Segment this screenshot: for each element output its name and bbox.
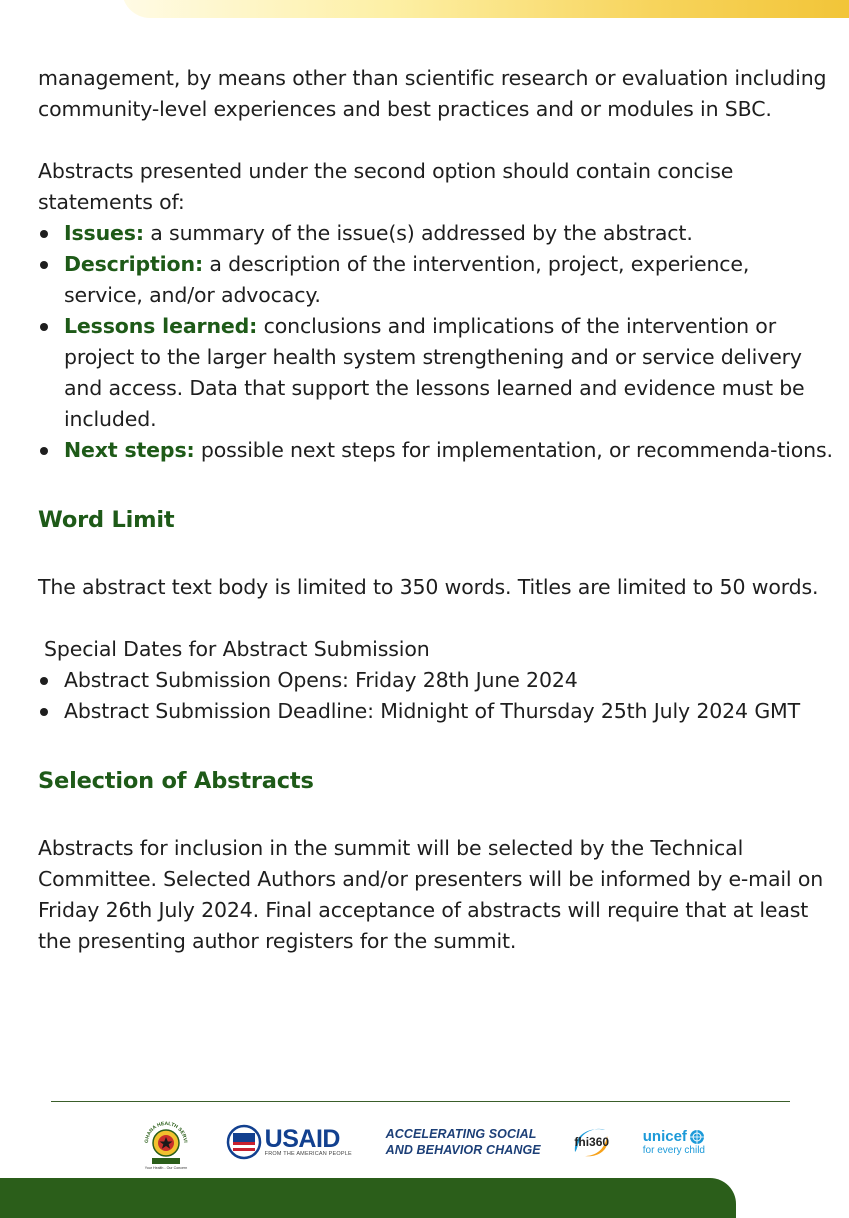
bullet-text: a description of the intervention, project, experience, service, and/or advocacy. xyxy=(64,252,750,307)
ghs-arc-text: GHANA HEALTH SERVI xyxy=(143,1120,189,1144)
document-body xyxy=(38,63,833,957)
bullet-term: Issues: xyxy=(64,221,144,245)
list-item xyxy=(38,218,833,249)
bottom-decorative-band xyxy=(0,1178,736,1218)
fhi360-logo xyxy=(574,1135,609,1149)
usaid-seal-icon xyxy=(226,1124,262,1160)
option-intro: Abstracts presented under the second option should contain concise statements of: xyxy=(38,159,734,214)
ghs-motto: Your Health - Our Concern xyxy=(144,1166,188,1170)
usaid-tagline: FROM THE AMERICAN PEOPLE xyxy=(264,1151,352,1157)
list-item xyxy=(38,435,833,466)
bullet-text: a summary of the issue(s) addressed by the abstract. xyxy=(143,221,693,245)
word-limit-heading: Word Limit xyxy=(38,507,175,533)
ascb-line-2: AND BEHAVIOR CHANGE xyxy=(385,1143,541,1157)
unicef-globe-icon xyxy=(689,1129,705,1145)
ghs-emblem-icon xyxy=(140,1113,192,1171)
unicef-name: unicef xyxy=(642,1128,687,1145)
special-dates-title: Special Dates for Abstract Submission xyxy=(44,637,430,661)
partner-logos xyxy=(140,1113,705,1171)
components-list xyxy=(38,218,833,466)
ascb-logo xyxy=(386,1126,541,1158)
fhi360-name: fhi360 xyxy=(574,1135,610,1149)
ghana-health-service-logo xyxy=(140,1113,192,1171)
list-item xyxy=(38,249,833,311)
bullet-text: possible next steps for implementation, or recommenda-tions. xyxy=(194,438,833,462)
list-item: Abstract Submission Deadline: Midnight of Thursday 25th July 2024 GMT xyxy=(38,696,833,727)
special-dates-list xyxy=(38,665,833,727)
bullet-term: Lessons learned: xyxy=(64,314,258,338)
usaid-logo xyxy=(226,1124,352,1160)
ascb-line-1: ACCELERATING SOCIAL xyxy=(385,1127,537,1141)
usaid-name: USAID xyxy=(264,1125,340,1153)
selection-heading: Selection of Abstracts xyxy=(38,768,314,794)
footer-divider xyxy=(51,1101,790,1102)
intro-paragraph: management, by means other than scientific research or evaluation including community-level experiences and best practices and or modules in SBC. xyxy=(38,66,827,121)
bullet-term: Next steps: xyxy=(64,438,195,462)
word-limit-text: The abstract text body is limited to 350 words. Titles are limited to 50 words. xyxy=(38,575,819,599)
bullet-text: conclusions and implications of the intervention or project to the larger health system strengthening and or service delivery and access. Data that support the lessons learned and evidence must be included. xyxy=(64,314,805,431)
bullet-term: Description: xyxy=(64,252,203,276)
list-item: Abstract Submission Opens: Friday 28th June 2024 xyxy=(38,665,833,696)
list-item xyxy=(38,311,833,435)
unicef-logo xyxy=(643,1128,705,1156)
top-decorative-band xyxy=(122,0,849,18)
unicef-tagline: for every child xyxy=(642,1145,705,1156)
selection-text: Abstracts for inclusion in the summit will be selected by the Technical Committee. Selected Authors and/or presenters will be informed by e-mail on Friday 26th July 2024. Final acceptance of abstracts will require that at least the presenting author registers for the summit. xyxy=(38,836,824,953)
